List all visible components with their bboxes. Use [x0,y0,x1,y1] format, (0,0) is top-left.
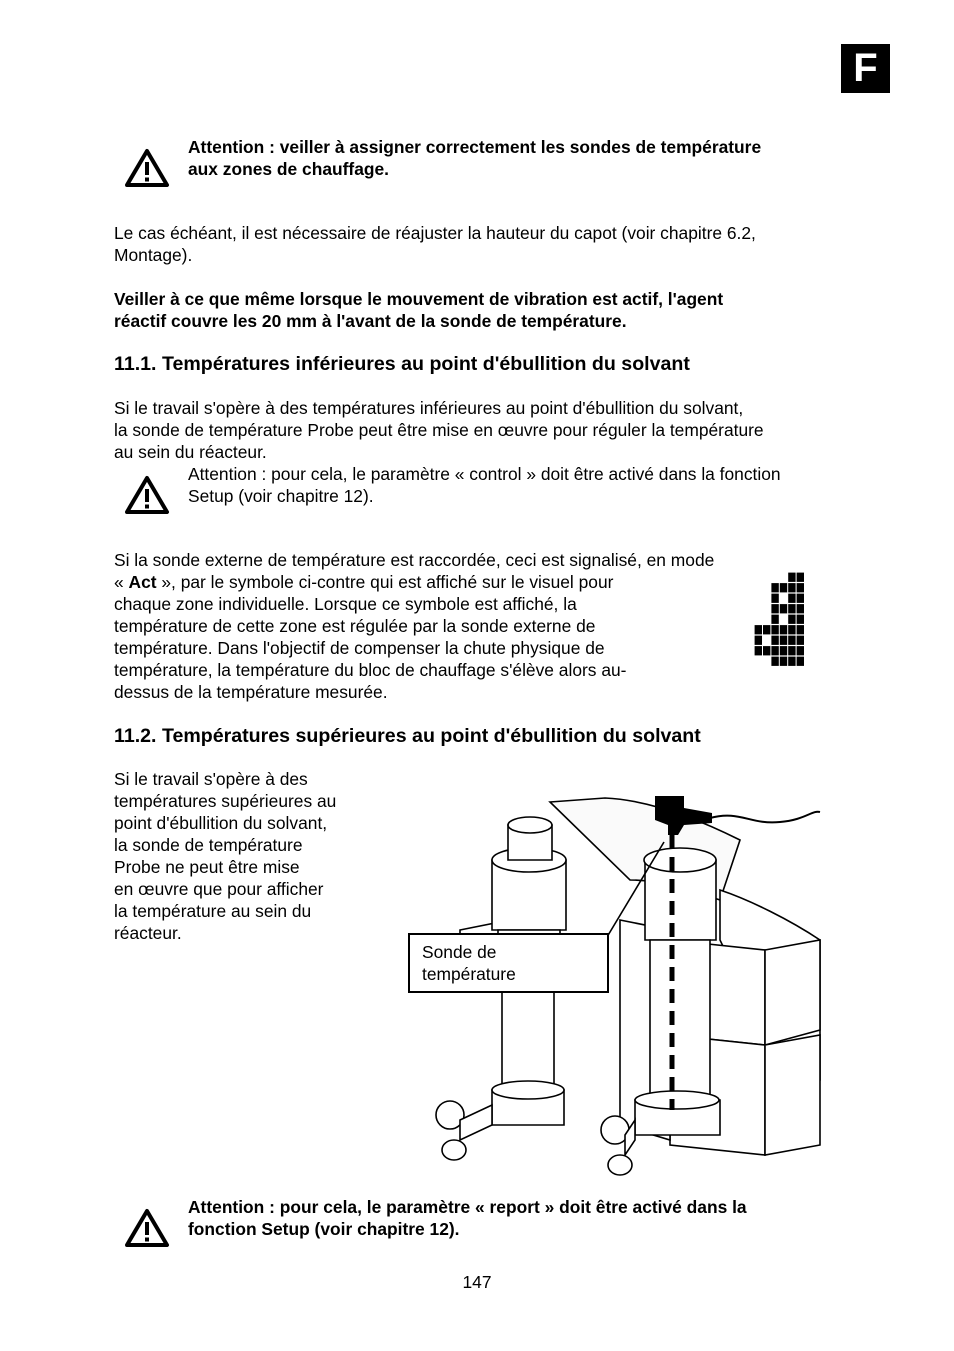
page-number: 147 [462,1272,492,1292]
callout-line: Sonde de [422,942,497,962]
warning-1-line: Attention : veiller à assigner correctement les sondes de température [188,137,762,157]
text-line: « Act », par le symbole ci-contre qui est affiché sur le visuel pour [114,572,614,592]
text-line: Veiller à ce que même lorsque le mouvement de vibration est actif, l'agent [114,289,724,309]
text-line: Le cas échéant, il est nécessaire de réajuster la hauteur du capot (voir chapitre 6.2, [114,223,756,243]
section-heading-11-2: 11.2. Températures supérieures au point d'ébullition du solvant [114,725,701,747]
warning-2-text [188,463,781,507]
paragraph-vibration-note [114,288,723,332]
text-line: Si le travail s'opère à des températures inférieures au point d'ébullition du solvant, [114,398,744,418]
text-line: Montage). [114,245,193,265]
section-heading-11-1: 11.1. Températures inférieures au point d'ébullition du solvant [114,353,690,375]
text-line: température. Dans l'objectif de compenser la chute physique de [114,638,605,658]
text-line: chaque zone individuelle. Lorsque ce symbole est affiché, la [114,594,577,614]
mode-act-label: Act [128,572,157,592]
text-line: au sein du réacteur. [114,442,267,462]
warning-icon [124,1208,170,1248]
paragraph-above-boiling [114,768,336,944]
text-line: réacteur. [114,923,182,943]
text-line: températures supérieures au [114,791,337,811]
warning-icon [124,475,170,515]
text-line: Si le travail s'opère à des [114,769,308,789]
warning-1-line: aux zones de chauffage. [188,159,390,179]
language-tab: F [841,44,890,93]
text-line: la sonde de température Probe peut être mise en œuvre pour réguler la température [114,420,764,440]
text-line: en œuvre que pour afficher [114,879,324,899]
warning-1-text [188,136,761,180]
warning-3-line: fonction Setup (voir chapitre 12). [188,1219,460,1239]
probe-symbol-icon [754,572,806,672]
text-line: point d'ébullition du solvant, [114,813,328,833]
paragraph-below-boiling [114,397,764,463]
text-line: Probe ne peut être mise [114,857,300,877]
warning-3-line: Attention : pour cela, le paramètre « report » doit être activé dans la [188,1197,747,1217]
text-line: réactif couvre les 20 mm à l'avant de la sonde de température. [114,311,627,331]
warning-2-line: Setup (voir chapitre 12). [188,486,374,506]
paragraph-external-probe [114,549,714,703]
warning-2-line: Attention : pour cela, le paramètre « control » doit être activé dans la fonction [188,464,781,484]
text-line: température de cette zone est régulée par la sonde externe de [114,616,596,636]
warning-icon [124,148,170,188]
text-line: la sonde de température [114,835,303,855]
callout-temperature-probe [408,933,609,993]
text-line: température, la température du bloc de chauffage s'élève alors au- [114,660,627,680]
text-line: dessus de la température mesurée. [114,682,388,702]
callout-line: température [422,964,516,984]
warning-3-text [188,1196,747,1240]
paragraph-hood-adjust [114,222,756,266]
text-line: Si la sonde externe de température est raccordée, ceci est signalisé, en mode [114,550,715,570]
text-line: la température au sein du [114,901,312,921]
